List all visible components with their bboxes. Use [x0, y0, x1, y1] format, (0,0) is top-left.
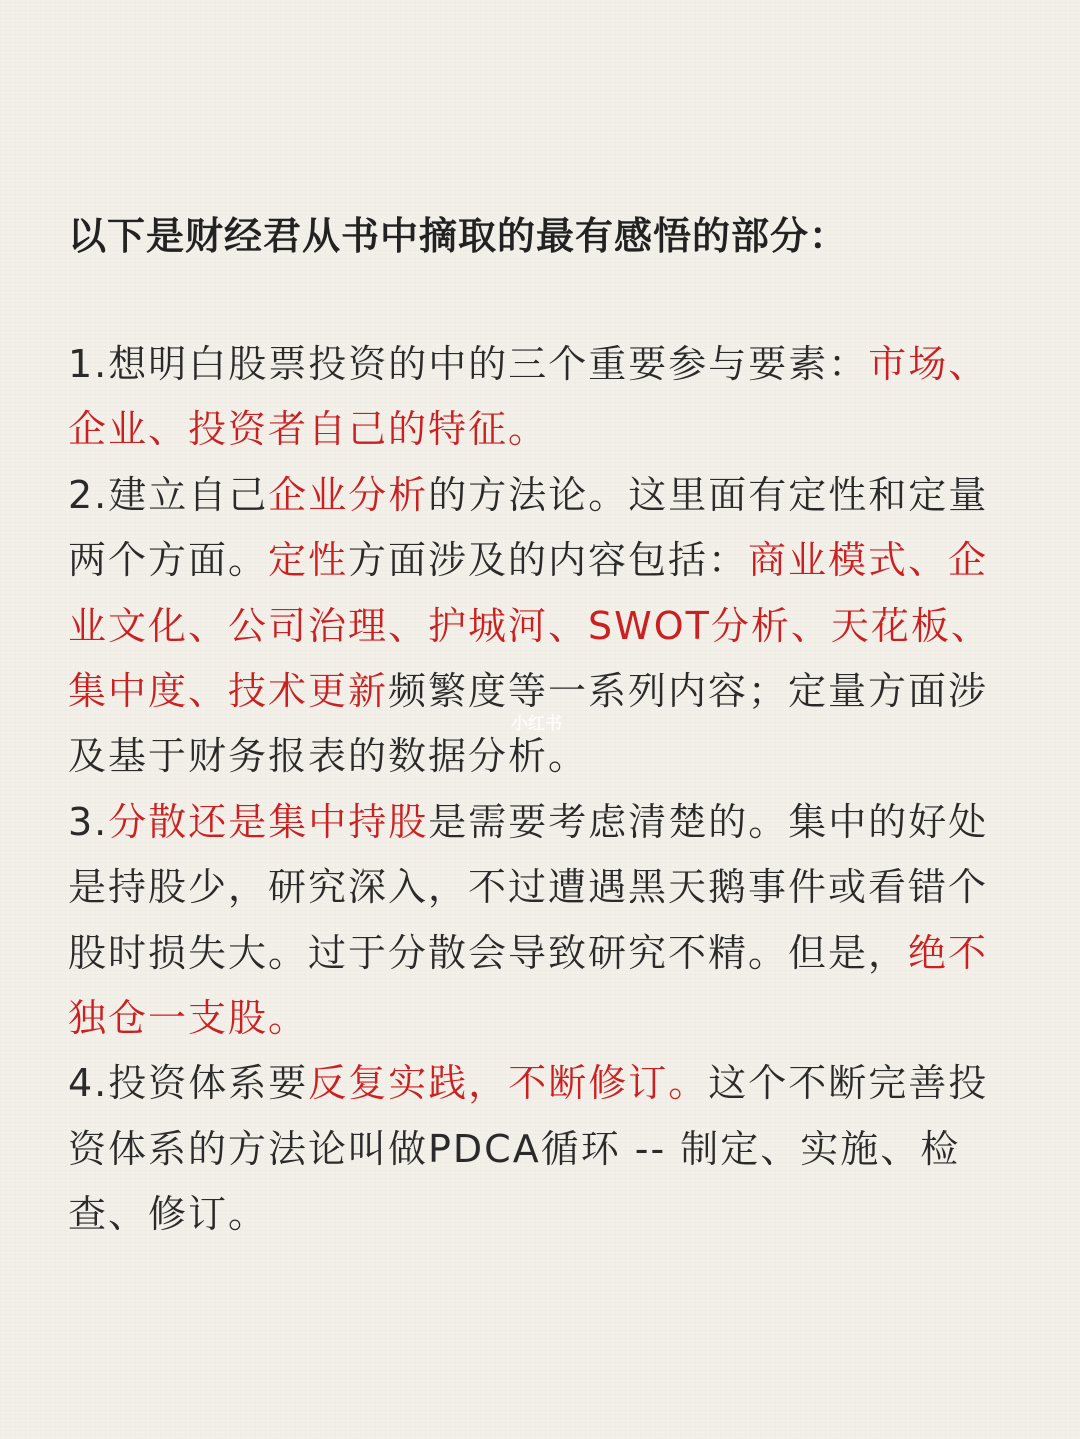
- item-text: 3.: [68, 799, 109, 844]
- item-text: 方面涉及的内容包括：: [348, 538, 749, 583]
- list-item-1: [68, 332, 1008, 463]
- highlight-text: 绝不独仓一支股。: [68, 930, 989, 1041]
- item-text: 1.想明白股票投资的中的三个重要参与要素：: [68, 342, 869, 386]
- highlight-text: 定性: [268, 538, 349, 583]
- highlight-text: 市场、企业、投资者自己的特征。: [68, 342, 989, 452]
- item-text: 的方法论。这里面有定性和定量两个方面。: [68, 472, 989, 583]
- highlight-text: 反复实践，不断修订。: [308, 1061, 709, 1106]
- list-item-4: [68, 1051, 1008, 1247]
- item-text: 4.投资体系要: [68, 1061, 309, 1106]
- highlight-text: 商业模式、企业文化、公司治理、护城河、SWOT分析、天花板、集中度、技术更新: [68, 538, 991, 714]
- list-item-3: [68, 790, 1008, 1052]
- watermark: 小红书: [511, 714, 562, 734]
- item-text: 2.建立自己: [68, 472, 269, 517]
- item-text: 频繁度等一系列内容；定量方面涉及基于财务报表的数据分析。: [68, 669, 989, 779]
- highlight-text: 企业分析: [268, 472, 429, 517]
- article-body: [68, 332, 1008, 1248]
- list-item-2: [68, 463, 1008, 790]
- highlight-text: 分散还是集中持股: [108, 799, 429, 844]
- item-text: 是需要考虑清楚的。集中的好处是持股少，研究深入，不过遭遇黑天鹅事件或看错个股时损失大。过于分散会导致研究不精。但是，: [68, 799, 989, 975]
- item-text: 这个不断完善投资体系的方法论叫做PDCA循环 -- 制定、实施、检查、修订。: [68, 1061, 989, 1237]
- article-heading: 以下是财经君从书中摘取的最有感悟的部分：: [68, 214, 849, 258]
